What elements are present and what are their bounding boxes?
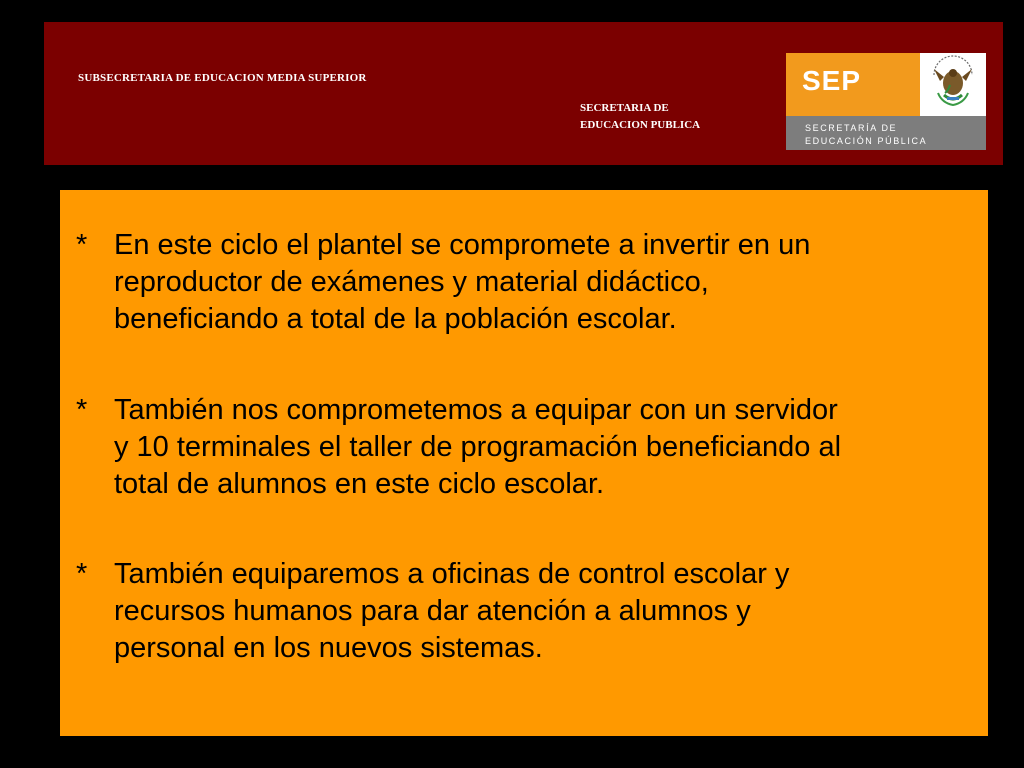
subsecretaria-title: SUBSECRETARIA DE EDUCACION MEDIA SUPERIOR (78, 72, 367, 84)
bullet-mark: * (76, 394, 88, 426)
bullet-text: También equiparemos a oficinas de control escolar y recursos humanos para dar atención a alumnos y personal en los nuevos sistemas. (114, 558, 790, 664)
bullet-mark: * (76, 558, 88, 590)
sep-logo-orange-block (786, 53, 920, 116)
content-box (60, 190, 988, 736)
sep-logo-top (786, 53, 986, 116)
sep-logo-name-line1: SECRETARÍA DE (805, 123, 898, 133)
bullet-item (76, 556, 976, 667)
bullet-text: En este ciclo el plantel se compromete a invertir en un reproductor de exámenes y material didáctico, beneficiando a total de la población escolar. (114, 229, 811, 335)
sep-logo-name (805, 122, 927, 148)
bullet-item (76, 392, 976, 503)
bullet-item (76, 227, 976, 338)
sep-logo-abbr: SEP (802, 65, 862, 96)
mexican-coat-of-arms-icon (920, 53, 986, 116)
secretaria-caption-line1: SECRETARIA DE (580, 102, 669, 114)
secretaria-caption-line2: EDUCACION PUBLICA (580, 119, 701, 131)
bullet-mark: * (76, 229, 88, 261)
sep-logo (786, 53, 986, 150)
bullet-text: También nos comprometemos a equipar con un servidor y 10 terminales el taller de programación beneficiando al total de alumnos en este ciclo escolar. (114, 394, 842, 500)
sep-logo-name-bar (786, 116, 986, 150)
header-band (44, 22, 1003, 165)
sep-logo-name-line2: EDUCACIÓN PÚBLICA (805, 136, 928, 146)
secretaria-caption (580, 100, 700, 134)
